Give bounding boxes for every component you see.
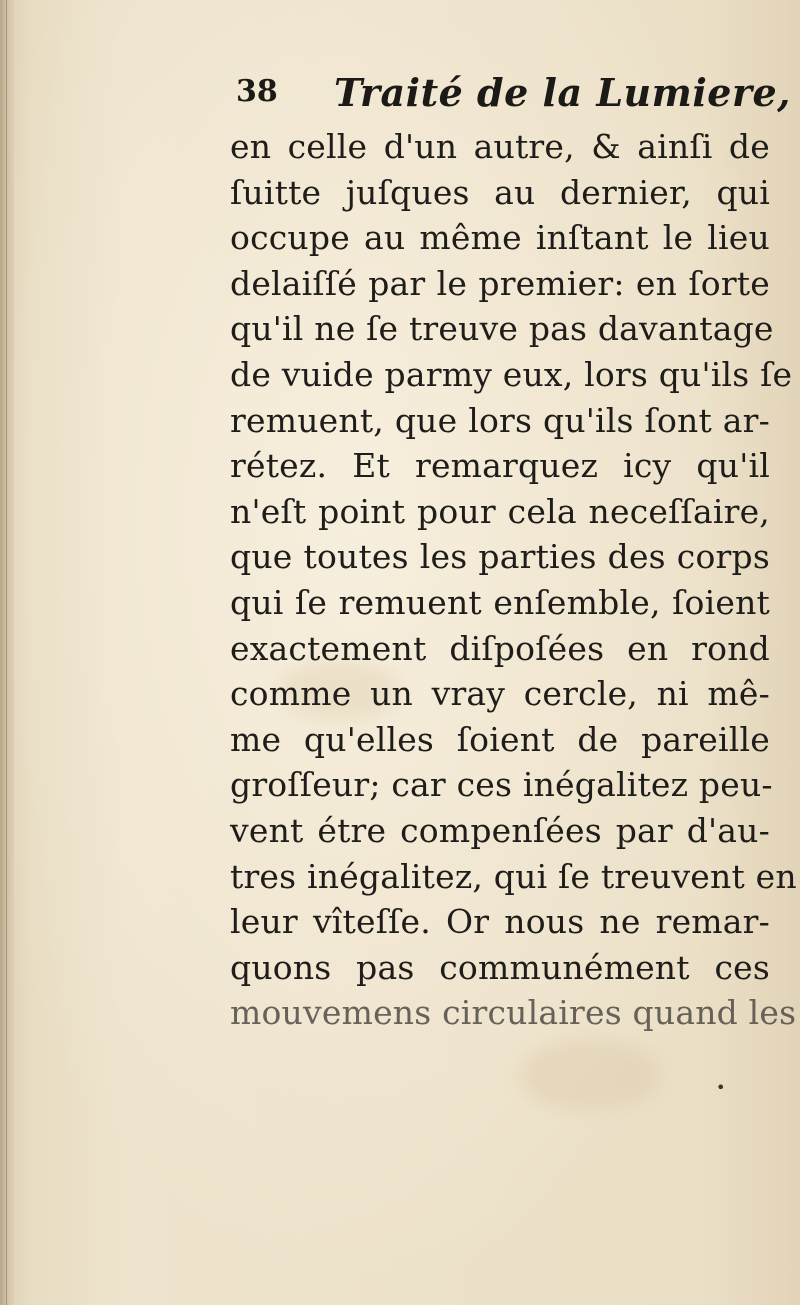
text-line: quons pas communément ces [230, 947, 770, 987]
text-line: vent étre compenſées par d'au- [230, 810, 770, 850]
text-line: en celle d'un autre, & ainſi de [230, 127, 770, 166]
text-line: que toutes les parties des corps [230, 537, 770, 577]
gutter-edge-line [6, 0, 7, 1305]
text-line: remuent, que lors qu'ils ſont ar- [230, 400, 770, 440]
ink-mark: • [716, 1078, 726, 1097]
page-number: 38 [236, 74, 278, 109]
text-line: exactement diſpoſées en rond [230, 628, 770, 668]
text-line: mouvemens circulaires quand les [230, 993, 797, 1033]
text-line: rétez. Et remarquez icy qu'il [230, 446, 770, 486]
text-line: qui ſe remuent enſemble, ſoient [230, 582, 770, 622]
text-line: occupe au même inſtant le lieu [230, 218, 770, 258]
text-line: n'eſt point pour cela neceſſaire, [230, 491, 770, 531]
text-line: leur vîteſſe. Or nous ne remar- [230, 902, 770, 942]
text-line: de vuide parmy eux, lors qu'ils ſe [230, 354, 793, 394]
text-line: me qu'elles ſoient de pareille [230, 719, 770, 759]
text-line: groſſeur; car ces inégalitez peu- [230, 765, 773, 805]
page-gutter [0, 0, 14, 1305]
running-head: Traité de la Lumiere, [334, 70, 791, 115]
text-line: qu'il ne ſe treuve pas davantage [230, 309, 774, 349]
paper-stain [520, 1040, 660, 1110]
body-text [230, 124, 797, 1036]
text-line: ſuitte juſques au dernier, qui [230, 172, 770, 212]
text-line: delaiſſé par le premier: en ſorte [230, 263, 770, 303]
text-line: tres inégalitez, qui ſe treuvent en [230, 856, 797, 896]
text-line: comme un vray cercle, ni mê- [230, 674, 770, 714]
